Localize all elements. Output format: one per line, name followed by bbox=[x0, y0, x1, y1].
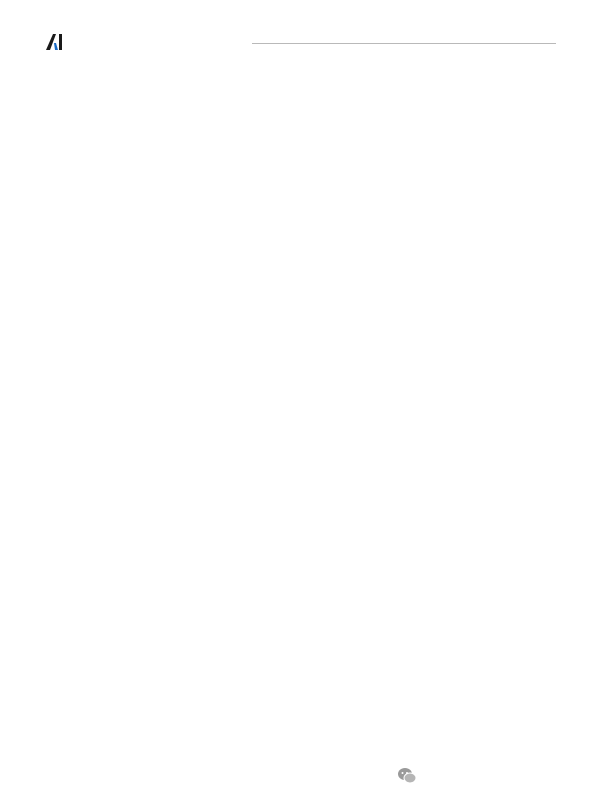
wechat-icon bbox=[397, 767, 417, 785]
ai-logo-icon bbox=[46, 34, 64, 50]
footer-brand bbox=[397, 766, 421, 786]
report-header bbox=[46, 34, 556, 52]
header-divider bbox=[252, 43, 556, 44]
ai-model-charts bbox=[0, 195, 597, 425]
